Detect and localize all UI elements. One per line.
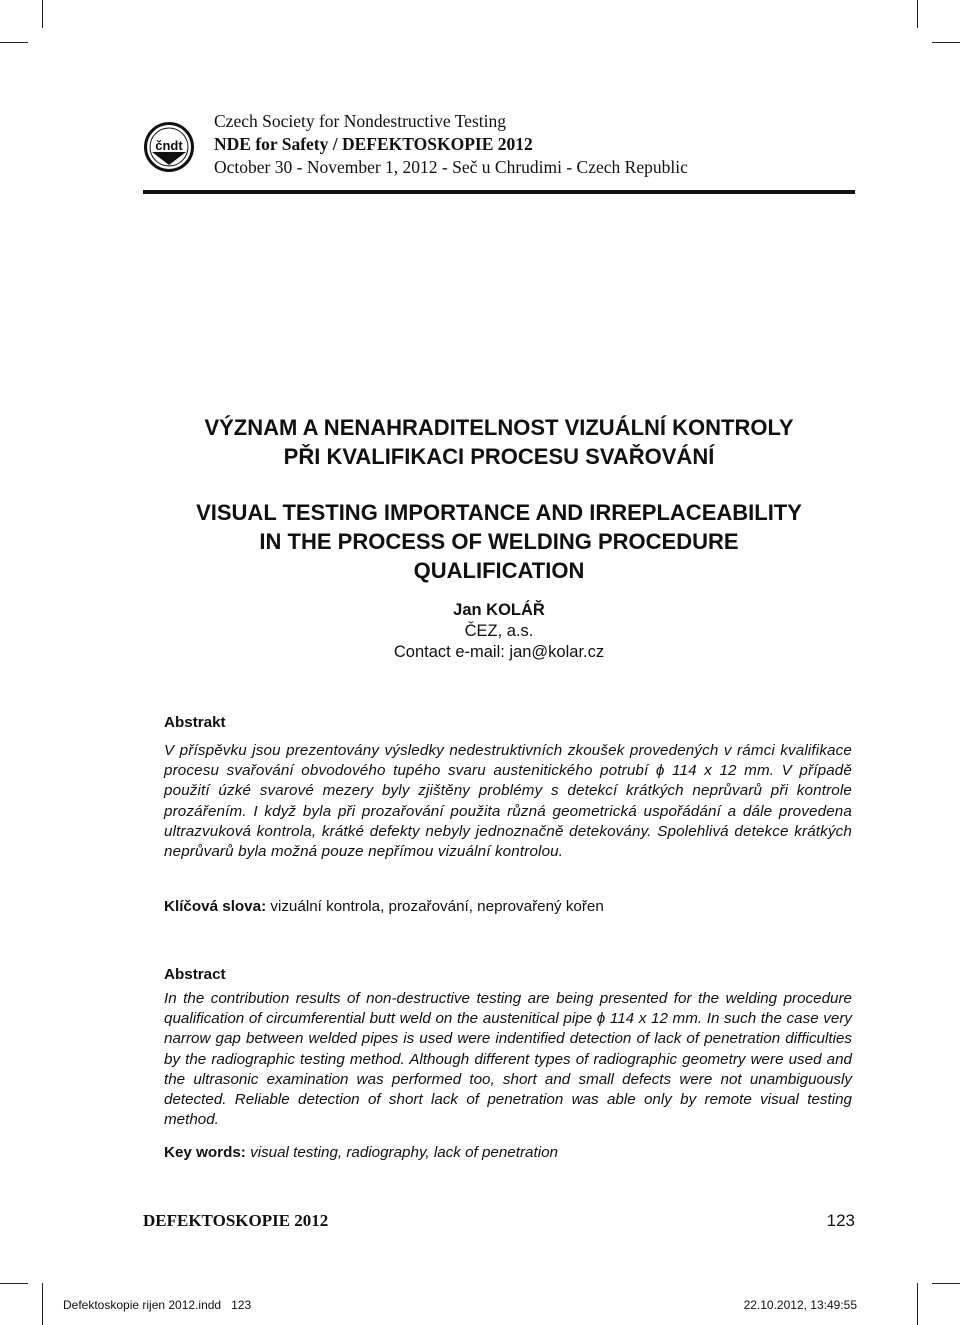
abstrakt-text: V příspěvku jsou prezentovány výsledky nedestruktivních zkoušek provedených v rámci kvalifikace procesu svařování obvodového tupého svaru austenitického potrubí ϕ 114 x 12 mm. V případě použití úzké svarové mezery byly zjištěny problémy s detekcí krátkých neprůvarů při kontrole prozářením. I když byla při prozařování použita různá geometrická uspořádání a dále provedena ultrazvuková kontrola, krátké defekty nebyly jednoznačně detekovány. Spolehlivá detekce krátkých neprůvarů byla možná pouze nepřímou vizuální kontrolou. xyxy=(164,742,852,861)
slug-timestamp: 22.10.2012, 13:49:55 xyxy=(743,1298,857,1312)
author-block xyxy=(143,600,855,663)
title-en-line: QUALIFICATION xyxy=(413,558,585,583)
author-affiliation: ČEZ, a.s. xyxy=(464,622,534,640)
keywords-cz-label: Klíčová slova: xyxy=(164,898,267,915)
keywords-czech xyxy=(164,897,852,917)
author-name: Jan KOLÁŘ xyxy=(453,601,545,619)
abstract-heading: Abstract xyxy=(164,966,226,983)
author-contact: Contact e-mail: jan@kolar.cz xyxy=(393,643,605,661)
crop-mark xyxy=(0,42,28,43)
abstrakt-heading: Abstrakt xyxy=(164,714,226,731)
crop-mark xyxy=(42,0,43,28)
crop-mark xyxy=(932,1283,960,1284)
keywords-cz-text: vizuální kontrola, prozařování, neprovařený kořen xyxy=(266,898,604,915)
society-name: Czech Society for Nondestructive Testing xyxy=(214,111,506,131)
keywords-en-text: visual testing, radiography, lack of penetration xyxy=(245,1144,558,1161)
title-english xyxy=(143,498,855,585)
crop-mark xyxy=(0,1283,28,1284)
slug-filename: Defektoskopie rijen 2012.indd 123 xyxy=(63,1298,252,1312)
abstract-text: In the contribution results of non-destructive testing are being presented for the welding procedure qualification of circumferential butt weld on the austenitical pipe ϕ 114 x 12 mm. In such the case very narrow gap between welded pipes is used were indentified detection of lack of penetration difficulties by the radiographic testing method. Although different types of radiographic geometry were used and the ultrasonic examination was performed too, short and small defects were not unambiguously detected. Reliable detection of short lack of penetration was able only by remote visual testing method. xyxy=(164,990,852,1129)
header-rule xyxy=(143,190,855,194)
page-number: 123 xyxy=(826,1211,855,1230)
event-dates-place: October 30 - November 1, 2012 - Seč u Chrudimi - Czech Republic xyxy=(214,157,688,177)
journal-footer: DEFEKTOSKOPIE 2012 xyxy=(143,1211,329,1230)
keywords-english xyxy=(164,1143,852,1163)
logo-text: čndt xyxy=(155,138,183,153)
title-cz-line: PŘI KVALIFIKACI PROCESU SVAŘOVÁNÍ xyxy=(283,444,715,469)
title-en-line: IN THE PROCESS OF WELDING PROCEDURE xyxy=(259,529,739,554)
title-cz-line: VÝZNAM A NENAHRADITELNOST VIZUÁLNÍ KONTROLY xyxy=(204,415,794,440)
title-en-line: VISUAL TESTING IMPORTANCE AND IRREPLACEABILITY xyxy=(196,500,802,525)
conference-header xyxy=(214,110,688,179)
crop-mark xyxy=(932,42,960,43)
society-logo xyxy=(143,121,195,173)
crop-mark xyxy=(42,1283,43,1325)
crop-mark xyxy=(917,1283,918,1325)
crop-mark xyxy=(917,0,918,28)
keywords-en-label: Key words: xyxy=(164,1144,246,1161)
event-name: NDE for Safety / DEFEKTOSKOPIE 2012 xyxy=(214,134,533,154)
title-czech xyxy=(143,413,855,471)
